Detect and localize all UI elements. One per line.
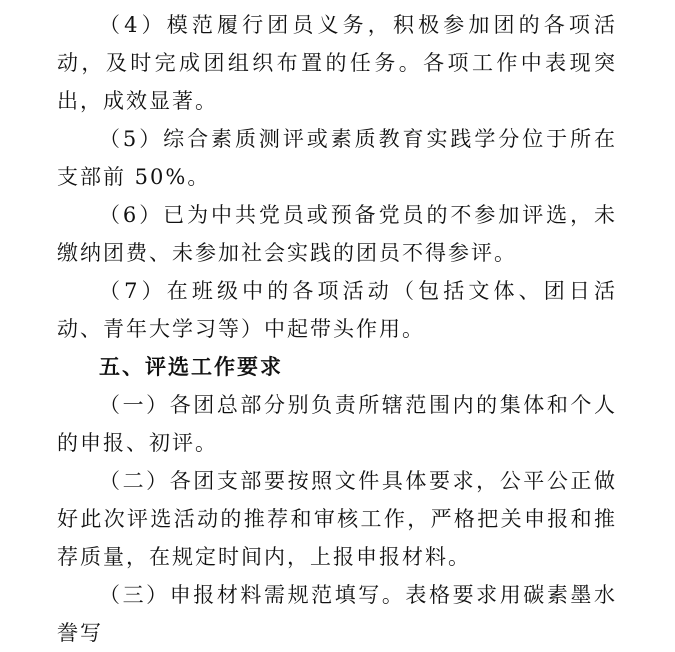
document-page xyxy=(57,6,617,652)
requirement-item-2: （二）各团支部要按照文件具体要求，公平公正做好此次评选活动的推荐和审核工作，严格把关申报和推荐质量，在规定时间内，上报申报材料。 xyxy=(57,469,617,569)
requirement-item-3: （三）申报材料需规范填写。表格要求用碳素墨水誊写 xyxy=(57,583,617,645)
requirement-item-1: （一）各团总部分别负责所辖范围内的集体和个人的申报、初评。 xyxy=(57,393,617,455)
section-heading: 五、评选工作要求 xyxy=(99,355,283,379)
criteria-item-5: （5）综合素质测评或素质教育实践学分位于所在支部前 50%。 xyxy=(57,127,617,189)
criteria-item-4: （4）模范履行团员义务，积极参加团的各项活动，及时完成团组织布置的任务。各项工作中表现突出，成效显著。 xyxy=(57,13,617,113)
criteria-item-7: （7）在班级中的各项活动（包括文体、团日活动、青年大学习等）中起带头作用。 xyxy=(57,279,617,341)
criteria-item-6: （6）已为中共党员或预备党员的不参加评选，未缴纳团费、未参加社会实践的团员不得参评。 xyxy=(57,203,617,265)
